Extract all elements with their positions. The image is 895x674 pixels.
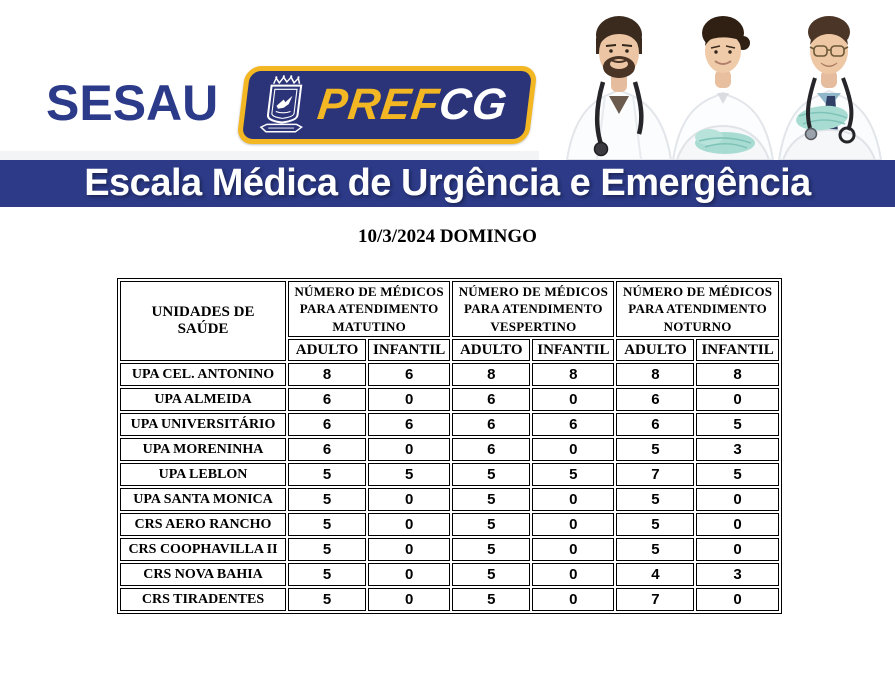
doctor-count: 8 [616, 363, 694, 386]
doctor-count: 5 [616, 488, 694, 511]
table-row [120, 538, 779, 561]
doctor-count: 8 [452, 363, 530, 386]
campo-grande-crest-icon [256, 74, 312, 136]
table-row [120, 488, 779, 511]
schedule-table-wrap [117, 278, 782, 614]
doctor-count: 5 [452, 538, 530, 561]
doctor-count: 0 [532, 563, 614, 586]
unit-name: UPA SANTA MONICA [120, 488, 286, 511]
doctor-count: 3 [696, 438, 778, 461]
doctor-count: 6 [532, 413, 614, 436]
doctor-count: 7 [616, 588, 694, 611]
unit-name: CRS NOVA BAHIA [120, 563, 286, 586]
doctor-count: 5 [696, 413, 778, 436]
table-row [120, 513, 779, 536]
doctor-count: 6 [452, 438, 530, 461]
doctor-count: 5 [696, 463, 778, 486]
table-row [120, 438, 779, 461]
table-row [120, 363, 779, 386]
doctor-count: 6 [616, 388, 694, 411]
doctor-count: 6 [452, 388, 530, 411]
page-title: Escala Médica de Urgência e Emergência [84, 162, 811, 204]
doctors-photo [539, 8, 895, 160]
subheader-adulto: ADULTO [616, 339, 694, 361]
group-header-noturno: NÚMERO DE MÉDICOS PARA ATENDIMENTO NOTURNO [616, 281, 778, 337]
header [0, 0, 895, 160]
doctor-count: 0 [368, 513, 450, 536]
doctor-count: 6 [368, 413, 450, 436]
doctor-count: 5 [452, 463, 530, 486]
group-header-matutino: NÚMERO DE MÉDICOS PARA ATENDIMENTO MATUTINO [288, 281, 450, 337]
doctor-count: 0 [696, 388, 778, 411]
table-row [120, 388, 779, 411]
unit-name: UPA UNIVERSITÁRIO [120, 413, 286, 436]
subheader-adulto: ADULTO [452, 339, 530, 361]
doctor-count: 0 [532, 538, 614, 561]
subheader-infantil: INFANTIL [532, 339, 614, 361]
doctor-count: 5 [616, 438, 694, 461]
cg-text: CG [436, 80, 511, 129]
prefcg-logo [236, 66, 538, 144]
doctor-count: 5 [288, 588, 366, 611]
unit-name: CRS AERO RANCHO [120, 513, 286, 536]
doctor-count: 5 [616, 513, 694, 536]
group-header-vespertino: NÚMERO DE MÉDICOS PARA ATENDIMENTO VESPERTINO [452, 281, 614, 337]
doctor-count: 5 [452, 488, 530, 511]
doctor-count: 5 [452, 563, 530, 586]
doctor-count: 0 [532, 513, 614, 536]
unit-name: UPA ALMEIDA [120, 388, 286, 411]
doctor-count: 0 [532, 438, 614, 461]
doctor-count: 0 [696, 538, 778, 561]
doctor-count: 0 [368, 563, 450, 586]
doctor-count: 6 [616, 413, 694, 436]
schedule-table [117, 278, 782, 614]
doctor-count: 5 [368, 463, 450, 486]
table-row [120, 463, 779, 486]
doctor-count: 5 [288, 538, 366, 561]
unit-name: UPA MORENINHA [120, 438, 286, 461]
doctor-count: 0 [368, 588, 450, 611]
doctor-count: 6 [288, 388, 366, 411]
subheader-infantil: INFANTIL [696, 339, 778, 361]
schedule-date: 10/3/2024 DOMINGO [358, 226, 537, 247]
doctor-count: 3 [696, 563, 778, 586]
doctor-count: 0 [696, 488, 778, 511]
doctor-count: 0 [368, 388, 450, 411]
column-header-units: UNIDADES DE SAÚDE [120, 281, 286, 361]
doctor-count: 5 [452, 588, 530, 611]
doctor-count: 0 [368, 538, 450, 561]
doctor-count: 6 [288, 413, 366, 436]
subheader-adulto: ADULTO [288, 339, 366, 361]
doctor-count: 8 [288, 363, 366, 386]
subheader-infantil: INFANTIL [368, 339, 450, 361]
doctor-count: 4 [616, 563, 694, 586]
doctor-count: 8 [532, 363, 614, 386]
doctor-count: 0 [532, 388, 614, 411]
prefcg-logo-inner [256, 74, 511, 136]
unit-name: UPA CEL. ANTONINO [120, 363, 286, 386]
doctor-count: 6 [288, 438, 366, 461]
title-banner [0, 160, 895, 207]
doctor-count: 0 [696, 513, 778, 536]
table-header-row-groups [120, 281, 779, 337]
doctor-count: 5 [288, 463, 366, 486]
doctor-count: 5 [532, 463, 614, 486]
doctor-count: 5 [288, 488, 366, 511]
unit-name: CRS TIRADENTES [120, 588, 286, 611]
table-row [120, 588, 779, 611]
doctor-count: 5 [616, 538, 694, 561]
sesau-logo: SESAU [46, 75, 219, 131]
doctor-count: 6 [452, 413, 530, 436]
pref-text: PREF [315, 80, 443, 129]
prefcg-wordmark [315, 80, 511, 129]
doctor-count: 5 [288, 513, 366, 536]
doctor-count: 0 [532, 588, 614, 611]
doctor-count: 6 [368, 363, 450, 386]
table-row [120, 563, 779, 586]
unit-name: UPA LEBLON [120, 463, 286, 486]
table-row [120, 413, 779, 436]
doctor-count: 0 [696, 588, 778, 611]
doctor-count: 0 [368, 438, 450, 461]
doctor-count: 5 [288, 563, 366, 586]
unit-name: CRS COOPHAVILLA II [120, 538, 286, 561]
doctor-count: 8 [696, 363, 778, 386]
doctor-count: 7 [616, 463, 694, 486]
doctor-count: 5 [452, 513, 530, 536]
doctor-count: 0 [532, 488, 614, 511]
doctor-count: 0 [368, 488, 450, 511]
